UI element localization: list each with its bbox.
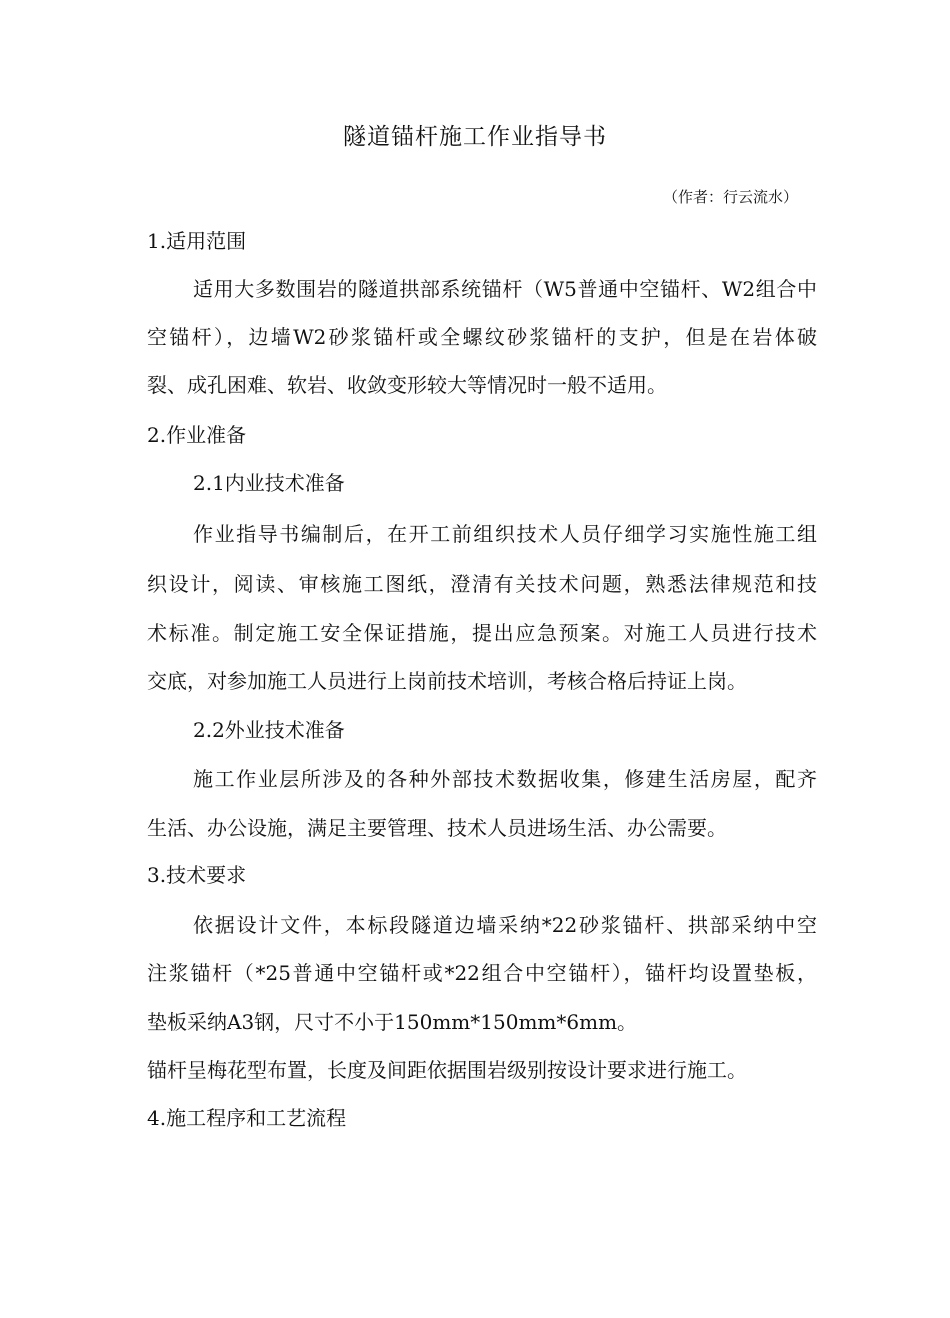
paragraph-line: 适用大多数围岩的隧道拱部系统锚杆（W5普通中空锚杆、W2组合中 bbox=[193, 277, 817, 301]
paragraph-line: 生活、办公设施，满足主要管理、技术人员进场生活、办公需要。 bbox=[147, 816, 727, 840]
paragraph-line: 注浆锚杆（*25普通中空锚杆或*22组合中空锚杆），锚杆均设置垫板， bbox=[147, 961, 817, 985]
paragraph-line: 作业指导书编制后，在开工前组织技术人员仔细学习实施性施工组 bbox=[193, 522, 817, 546]
paragraph-line: 裂、成孔困难、软岩、收敛变形较大等情况时一般不适用。 bbox=[147, 373, 667, 397]
subsection-heading-2-1: 2.1内业技术准备 bbox=[193, 471, 345, 495]
section-heading-2: 2.作业准备 bbox=[147, 423, 247, 447]
document-title: 隧道锚杆施工作业指导书 bbox=[343, 124, 607, 150]
subsection-heading-2-2: 2.2外业技术准备 bbox=[193, 718, 345, 742]
paragraph-line: 交底，对参加施工人员进行上岗前技术培训，考核合格后持证上岗。 bbox=[147, 669, 747, 693]
paragraph-line: 术标准。制定施工安全保证措施，提出应急预案。对施工人员进行技术 bbox=[147, 621, 817, 645]
section-heading-1: 1.适用范围 bbox=[147, 229, 247, 253]
paragraph-line: 织设计，阅读、审核施工图纸，澄清有关技术问题，熟悉法律规范和技 bbox=[147, 572, 817, 596]
paragraph-line: 空锚杆），边墙W2砂浆锚杆或全螺纹砂浆锚杆的支护，但是在岩体破 bbox=[147, 325, 817, 349]
section-heading-3: 3.技术要求 bbox=[147, 863, 247, 887]
author-line: （作者：行云流水） bbox=[662, 188, 798, 206]
paragraph-line: 垫板采纳A3钢，尺寸不小于150mm*150mm*6mm。 bbox=[147, 1010, 638, 1034]
paragraph-line: 锚杆呈梅花型布置，长度及间距依据围岩级别按设计要求进行施工。 bbox=[147, 1058, 747, 1082]
paragraph-line: 依据设计文件，本标段隧道边墙采纳*22砂浆锚杆、拱部采纳中空 bbox=[193, 913, 817, 937]
paragraph-line: 施工作业层所涉及的各种外部技术数据收集，修建生活房屋，配齐 bbox=[193, 767, 817, 791]
section-heading-4: 4.施工程序和工艺流程 bbox=[147, 1106, 347, 1130]
